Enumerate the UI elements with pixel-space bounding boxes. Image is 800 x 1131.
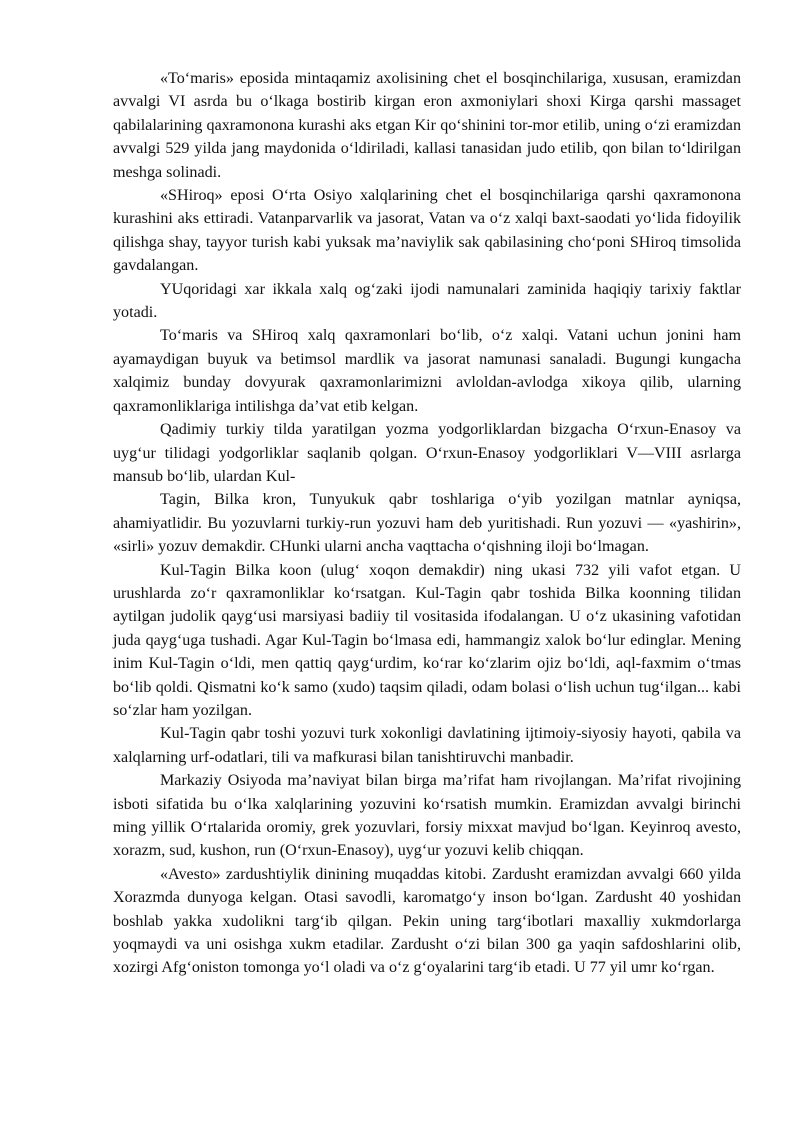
paragraph-central-asia-enlightenment: Markaziy Osiyoda ma’naviyat bilan birga ma’rifat ham rivojlangan. Ma’rifat rivojining isboti sifatida bu o‘lka xalqlarining yozuvini ko‘rsatish mumkin. Eramizdan avvalgi birinchi ming yillik O‘rtalarida oromiy, grek yozuvlari, forsiy mixxat mavjud bo‘lgan. Keyinroq avesto, xorazm, sud, kushon, run (O‘rxun-Enasoy), uyg‘ur yozuvi kelib chiqqan. (113, 772, 741, 860)
paragraph-orkhon-enasoy: Qadimiy turkiy tilda yaratilgan yozma yodgorliklardan bizgacha O‘rxun-Enasoy va uyg‘ur tilidagi yodgorliklar saqlanib qolgan. O‘rxun-Enasoy yodgorliklari V—VIII asrlarga mansub bo‘lib, ulardan Kul- (113, 421, 741, 485)
paragraph-run-script: Tagin, Bilka kron, Tunyukuk qabr toshlariga o‘yib yozilgan matnlar ayniqsa, ahamiyatlidir. Bu yozuvlarni turkiy-run yozuvi ham deb yuritishadi. Run yozuvi — «yashirin», «sirli» yozuv demakdir. CHunki ularni ancha vaqttacha o‘qishning iloji bo‘lmagan. (113, 491, 741, 556)
paragraph-kul-tagin: Kul-Tagin Bilka koon (ulug‘ xoqon demakdir) ning ukasi 732 yili vafot etgan. U urushlarda zo‘r qaxramonliklar ko‘rsatgan. Kul-Tagin qabr toshida Bilka koonning tilidan aytilgan judolik qayg‘usi marsiyasi badiiy til vositasida ifodalangan. U o‘z ukasining vafotidan juda qayg‘uga tushadi. Agar Kul-Tagin bo‘lmasa edi, hammangiz xalok bo‘lur edinglar. Mening inim Kul-Tagin o‘ldi, men qattiq qayg‘urdim, ko‘rar ko‘zlarim ojiz bo‘ldi, aql-faxmim o‘tmas bo‘lib qoldi. Qismatni ko‘k samo (xudo) taqsim qiladi, odam bolasi o‘lish uchun tug‘ilgan... kabi so‘zlar ham yozilgan. (113, 561, 741, 719)
paragraph-avesto: «Avesto» zardushtiylik dinining muqaddas kitobi. Zardusht eramizdan avvalgi 660 yilda Xorazmda dunyoga kelgan. Otasi savodli, karomatgo‘y inson bo‘lgan. Zardusht 40 yoshidan boshlab yakka xudolikni targ‘ib qilgan. Pekin uning targ‘ibotlari maxalliy xukmdorlarga yoqmaydi va uni osishga xukm etadilar. Zardusht o‘zi bilan 300 ga yaqin safdoshlarini olib, xozirgi Afg‘oniston tomonga yo‘l oladi va o‘z g‘oyalarini targ‘ib etadi. U 77 yil umr ko‘rgan. (113, 865, 741, 977)
paragraph-kul-tagin-stone: Kul-Tagin qabr toshi yozuvi turk xokonligi davlatining ijtimoiy-siyosiy hayoti, qabila va xalqlarning urf-odatlari, tili va mafkurasi bilan tanishtiruvchi manbadir. (113, 725, 741, 766)
paragraph-shiroq: «SHiroq» eposi O‘rta Osiyo xalqlarining chet el bosqinchilariga qarshi qaxramonona kurashini aks ettiradi. Vatanparvarlik va jasorat, Vatan va o‘z xalqi baxt-saodati yo‘lida fidoyilik qilishga shay, tayyor turish kabi yuksak ma’naviylik sak qabilasining cho‘poni SHiroq timsolida gavdalangan. (113, 187, 741, 275)
paragraph-tomaris: «To‘maris» eposida mintaqamiz axolisining chet el bosqinchilariga, xususan, eramizdan avvalgi VI asrda bu o‘lkaga bostirib kirgan eron axmoniylari shoxi Kirga qarshi massaget qabilalarining qaxramonona kurashi aks etgan Kir qo‘shinini tor-mor etilib, uning o‘zi eramizdan avvalgi 529 yilda jang maydonida o‘ldiriladi, kallasi tanasidan judo etilib, qon bilan to‘ldirilgan meshga solinadi. (113, 70, 741, 181)
paragraph-historical-facts: YUqoridagi xar ikkala xalq og‘zaki ijodi namunalari zaminida haqiqiy tarixiy faktlar yotadi. (113, 280, 741, 322)
paragraph-heroes: To‘maris va SHiroq xalq qaxramonlari bo‘lib, o‘z xalqi. Vatani uchun jonini ham ayamaydigan buyuk va betimsol mardlik va jasorat namunasi sanaladi. Bugungi kungacha xalqimiz bunday dovyurak qaxramonlarimizni avloldan-avlodga xikoya qilib, ularning qaxramonliklariga intilishga da’vat etib kelgan. (113, 327, 741, 415)
document-page (113, 67, 741, 980)
